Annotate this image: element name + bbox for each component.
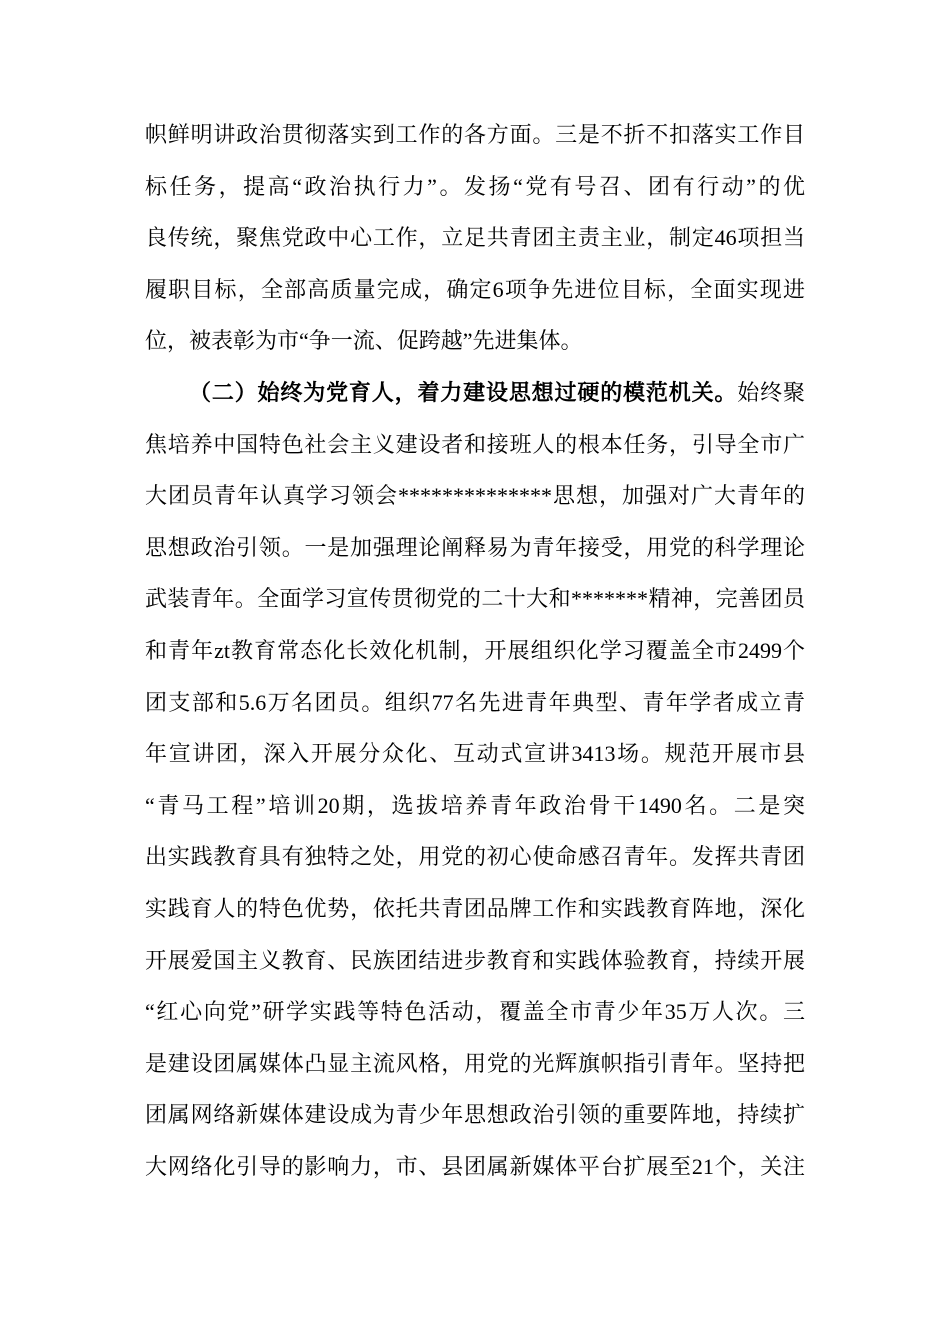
text-line: 帜鲜明讲政治贯彻落实到工作的各方面。三是不折不扣落实工作目 [145, 122, 805, 147]
text-line: “青马工程”培训20期，选拔培养青年政治骨干1490名。二是突 [145, 792, 805, 818]
text-line: 标任务，提高“政治执行力”。发扬“党有号召、团有行动”的优 [145, 173, 805, 199]
text-line: “红心向党”研学实践等特色活动，覆盖全市青少年35万人次。三 [145, 999, 806, 1025]
section-heading: （二）始终为党育人，着力建设思想过硬的模范机关。 [189, 379, 738, 405]
text-line: 良传统，聚焦党政中心工作，立足共青团主责主业，制定46项担当 [145, 225, 805, 251]
text-line: 大网络化引导的影响力，市、县团属新媒体平台扩展至21个，关注 [145, 1153, 805, 1179]
text-line: 焦培养中国特色社会主义建设者和接班人的根本任务，引导全市广 [145, 431, 805, 457]
text-line: 思想政治引领。一是加强理论阐释易为青年接受，用党的科学理论 [145, 534, 805, 560]
text-line: 团属网络新媒体建设成为青少年思想政治引领的重要阵地，持续扩 [145, 1102, 805, 1128]
text-line: 履职目标，全部高质量完成，确定6项争先进位目标，全面实现进 [145, 276, 805, 302]
text-line: 年宣讲团，深入开展分众化、互动式宣讲3413场。规范开展市县 [145, 741, 805, 767]
text-line: 武装青年。全面学习宣传贯彻党的二十大和*******精神，完善团员 [145, 586, 805, 612]
text-line: 出实践教育具有独特之处，用党的初心使命感召青年。发挥共青团 [145, 844, 805, 870]
text-line [145, 367, 805, 419]
text-line: 大团员青年认真学习领会**************思想，加强对广大青年的 [145, 483, 805, 509]
paragraph-1 [145, 109, 805, 367]
text-line: 是建设团属媒体凸显主流风格，用党的光辉旗帜指引青年。坚持把 [145, 1050, 805, 1076]
paragraph-2 [145, 367, 805, 1193]
text-line: 开展爱国主义教育、民族团结进步教育和实践体验教育，持续开展 [145, 947, 805, 973]
text-line: 位，被表彰为市“争一流、促跨越”先进集体。 [145, 328, 583, 354]
text-line: 实践育人的特色优势，依托共青团品牌工作和实践教育阵地，深化 [145, 895, 805, 921]
text-line: 和青年zt教育常态化长效化机制，开展组织化学习覆盖全市2499个 [145, 637, 805, 663]
text-line: 团支部和5.6万名团员。组织77名先进青年典型、青年学者成立青 [145, 689, 805, 715]
text-span: 始终聚 [737, 379, 805, 405]
document-page [145, 109, 805, 1192]
